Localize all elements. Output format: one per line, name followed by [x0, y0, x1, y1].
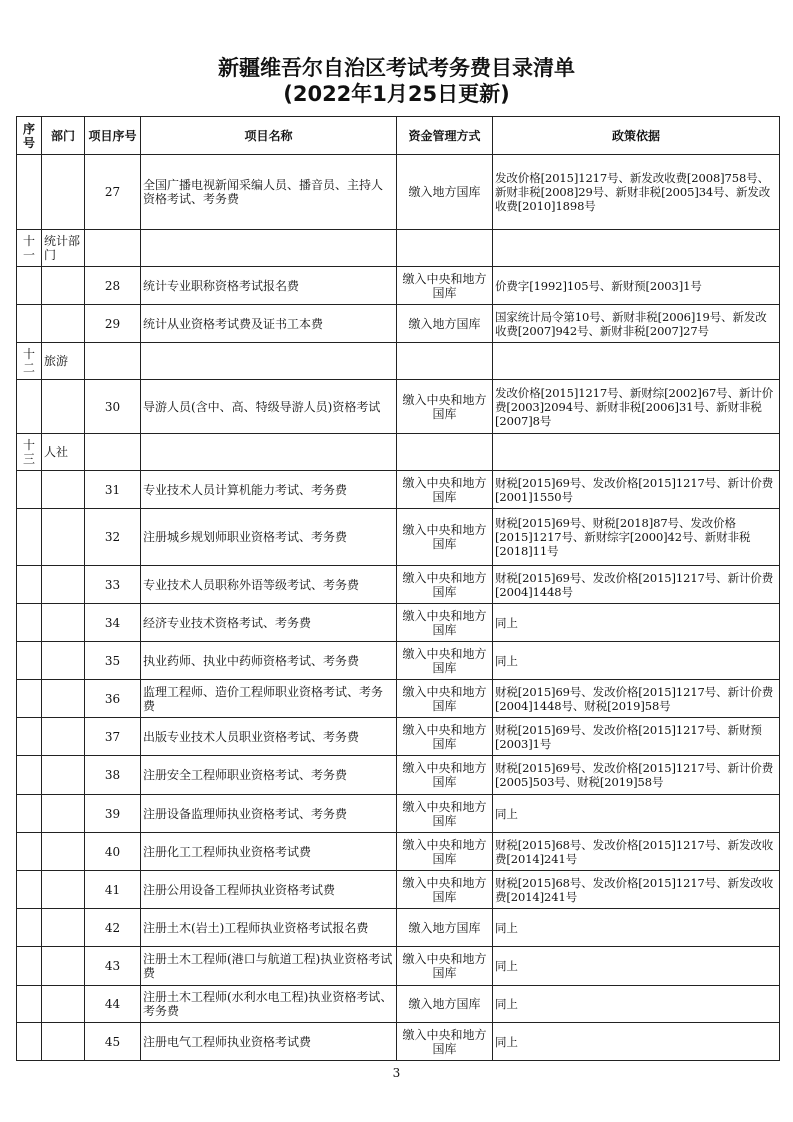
- item-number: 44: [85, 986, 141, 1023]
- header-item-name: 项目名称: [141, 117, 397, 155]
- department-name: [42, 509, 85, 566]
- item-number: 27: [85, 155, 141, 230]
- item-number: 40: [85, 833, 141, 871]
- header-index: 序号: [17, 117, 42, 155]
- item-number: 45: [85, 1023, 141, 1061]
- fund-management: 缴入中央和地方国库: [397, 642, 493, 680]
- table-row: [17, 305, 780, 343]
- item-name: 注册设备监理师执业资格考试、考务费: [141, 795, 397, 833]
- item-number: 34: [85, 604, 141, 642]
- policy-basis: 财税[2015]68号、发改价格[2015]1217号、新发改收费[2014]241号: [493, 833, 780, 871]
- policy-basis: 同上: [493, 909, 780, 947]
- item-name: 注册土木工程师(水利水电工程)执业资格考试、考务费: [141, 986, 397, 1023]
- section-number: [17, 604, 42, 642]
- department-name: [42, 947, 85, 986]
- item-number: 36: [85, 680, 141, 718]
- fund-management: 缴入中央和地方国库: [397, 756, 493, 795]
- fund-management: 缴入中央和地方国库: [397, 509, 493, 566]
- item-number: 42: [85, 909, 141, 947]
- item-number: 29: [85, 305, 141, 343]
- item-number: 32: [85, 509, 141, 566]
- item-number: 28: [85, 267, 141, 305]
- table-row: [17, 718, 780, 756]
- item-name: 注册化工工程师执业资格考试费: [141, 833, 397, 871]
- header-department: 部门: [42, 117, 85, 155]
- department-name: [42, 680, 85, 718]
- fund-management: 缴入中央和地方国库: [397, 795, 493, 833]
- section-number: [17, 471, 42, 509]
- table-row: [17, 509, 780, 566]
- department-name: [42, 871, 85, 909]
- section-number: [17, 986, 42, 1023]
- section-number: [17, 1023, 42, 1061]
- section-number: [17, 795, 42, 833]
- policy-basis: 同上: [493, 947, 780, 986]
- item-number: 39: [85, 795, 141, 833]
- department-name: [42, 566, 85, 604]
- table-row: [17, 566, 780, 604]
- policy-basis: 同上: [493, 604, 780, 642]
- item-name: 注册电气工程师执业资格考试费: [141, 1023, 397, 1061]
- policy-basis: 财税[2015]69号、发改价格[2015]1217号、新财预[2003]1号: [493, 718, 780, 756]
- table-body: [17, 155, 780, 1061]
- item-number: 41: [85, 871, 141, 909]
- item-name: 监理工程师、造价工程师职业资格考试、考务费: [141, 680, 397, 718]
- item-name: 全国广播电视新闻采编人员、播音员、主持人资格考试、考务费: [141, 155, 397, 230]
- section-number: [17, 718, 42, 756]
- fund-management: 缴入中央和地方国库: [397, 1023, 493, 1061]
- empty-cell: [493, 343, 780, 380]
- section-number: [17, 909, 42, 947]
- table-row: [17, 642, 780, 680]
- fund-management: 缴入地方国库: [397, 305, 493, 343]
- fund-management: 缴入中央和地方国库: [397, 680, 493, 718]
- department-name: [42, 756, 85, 795]
- department-name: [42, 471, 85, 509]
- section-number: [17, 509, 42, 566]
- table-header-row: [17, 117, 780, 155]
- policy-basis: 财税[2015]69号、财税[2018]87号、发改价格[2015]1217号、新财综字[2000]42号、新财非税[2018]11号: [493, 509, 780, 566]
- department-name: [42, 380, 85, 434]
- department-name: [42, 833, 85, 871]
- item-name: 注册土木(岩土)工程师执业资格考试报名费: [141, 909, 397, 947]
- section-number: 十二: [17, 343, 42, 380]
- table-row: [17, 947, 780, 986]
- item-name: 统计专业职称资格考试报名费: [141, 267, 397, 305]
- policy-basis: 财税[2015]69号、发改价格[2015]1217号、新计价费[2005]503号、财税[2019]58号: [493, 756, 780, 795]
- section-number: [17, 756, 42, 795]
- table-row: [17, 1023, 780, 1061]
- policy-basis: 财税[2015]69号、发改价格[2015]1217号、新计价费[2004]1448号: [493, 566, 780, 604]
- department-name: 人社: [42, 434, 85, 471]
- item-number: 30: [85, 380, 141, 434]
- policy-basis: 价费字[1992]105号、新财预[2003]1号: [493, 267, 780, 305]
- item-name: 专业技术人员职称外语等级考试、考务费: [141, 566, 397, 604]
- page-number: 3: [392, 1066, 401, 1080]
- document-subtitle: (2022年1月25日更新): [283, 82, 510, 106]
- document-title: 新疆维吾尔自治区考试考务费目录清单: [218, 56, 575, 80]
- table-row: [17, 155, 780, 230]
- header-fund-management: 资金管理方式: [397, 117, 493, 155]
- item-name: 注册公用设备工程师执业资格考试费: [141, 871, 397, 909]
- policy-basis: 财税[2015]68号、发改价格[2015]1217号、新发改收费[2014]241号: [493, 871, 780, 909]
- table-row: [17, 795, 780, 833]
- section-number: [17, 380, 42, 434]
- fund-management: 缴入中央和地方国库: [397, 871, 493, 909]
- policy-basis: 财税[2015]69号、发改价格[2015]1217号、新计价费[2001]1550号: [493, 471, 780, 509]
- table-row: [17, 756, 780, 795]
- department-row: [17, 434, 780, 471]
- policy-basis: 国家统计局令第10号、新财非税[2006]19号、新发改收费[2007]942号、新财非税[2007]27号: [493, 305, 780, 343]
- fund-management: 缴入中央和地方国库: [397, 947, 493, 986]
- table-row: [17, 380, 780, 434]
- table-row: [17, 267, 780, 305]
- empty-cell: [85, 343, 141, 380]
- fund-management: 缴入地方国库: [397, 909, 493, 947]
- policy-basis: 发改价格[2015]1217号、新财综[2002]67号、新计价费[2003]2094号、新财非税[2006]31号、新财非税[2007]8号: [493, 380, 780, 434]
- table-row: [17, 909, 780, 947]
- department-name: [42, 795, 85, 833]
- policy-basis: 发改价格[2015]1217号、新发改收费[2008]758号、新财非税[2008]29号、新财非税[2005]34号、新发改收费[2010]1898号: [493, 155, 780, 230]
- section-number: [17, 680, 42, 718]
- item-number: 35: [85, 642, 141, 680]
- item-name: 注册安全工程师职业资格考试、考务费: [141, 756, 397, 795]
- fund-management: 缴入地方国库: [397, 986, 493, 1023]
- fund-management: 缴入中央和地方国库: [397, 380, 493, 434]
- department-name: [42, 267, 85, 305]
- item-name: 统计从业资格考试费及证书工本费: [141, 305, 397, 343]
- empty-cell: [141, 343, 397, 380]
- item-name: 导游人员(含中、高、特级导游人员)资格考试: [141, 380, 397, 434]
- empty-cell: [141, 230, 397, 267]
- section-number: 十一: [17, 230, 42, 267]
- table-row: [17, 604, 780, 642]
- header-item-number: 项目序号: [85, 117, 141, 155]
- item-name: 出版专业技术人员职业资格考试、考务费: [141, 718, 397, 756]
- fund-management: 缴入中央和地方国库: [397, 718, 493, 756]
- item-number: 33: [85, 566, 141, 604]
- department-name: 统计部门: [42, 230, 85, 267]
- section-number: [17, 267, 42, 305]
- table-row: [17, 680, 780, 718]
- section-number: [17, 155, 42, 230]
- section-number: [17, 947, 42, 986]
- table-row: [17, 833, 780, 871]
- empty-cell: [85, 434, 141, 471]
- department-name: [42, 155, 85, 230]
- fund-management: 缴入中央和地方国库: [397, 604, 493, 642]
- department-name: [42, 909, 85, 947]
- empty-cell: [85, 230, 141, 267]
- fund-management: 缴入地方国库: [397, 155, 493, 230]
- item-name: 注册城乡规划师职业资格考试、考务费: [141, 509, 397, 566]
- department-row: [17, 343, 780, 380]
- section-number: [17, 305, 42, 343]
- empty-cell: [397, 434, 493, 471]
- fund-management: 缴入中央和地方国库: [397, 471, 493, 509]
- department-name: [42, 986, 85, 1023]
- table-row: [17, 871, 780, 909]
- section-number: [17, 642, 42, 680]
- empty-cell: [493, 230, 780, 267]
- department-row: [17, 230, 780, 267]
- department-name: [42, 305, 85, 343]
- section-number: [17, 833, 42, 871]
- policy-basis: 同上: [493, 1023, 780, 1061]
- item-number: 38: [85, 756, 141, 795]
- policy-basis: 财税[2015]69号、发改价格[2015]1217号、新计价费[2004]1448号、财税[2019]58号: [493, 680, 780, 718]
- fund-management: 缴入中央和地方国库: [397, 267, 493, 305]
- department-name: [42, 1023, 85, 1061]
- policy-basis: 同上: [493, 795, 780, 833]
- empty-cell: [141, 434, 397, 471]
- item-name: 执业药师、执业中药师资格考试、考务费: [141, 642, 397, 680]
- department-name: [42, 718, 85, 756]
- fee-table: [16, 116, 780, 1061]
- section-number: [17, 566, 42, 604]
- item-name: 专业技术人员计算机能力考试、考务费: [141, 471, 397, 509]
- fund-management: 缴入中央和地方国库: [397, 833, 493, 871]
- fund-management: 缴入中央和地方国库: [397, 566, 493, 604]
- department-name: [42, 642, 85, 680]
- table-row: [17, 471, 780, 509]
- department-name: 旅游: [42, 343, 85, 380]
- department-name: [42, 604, 85, 642]
- section-number: [17, 871, 42, 909]
- item-name: 经济专业技术资格考试、考务费: [141, 604, 397, 642]
- header-policy-basis: 政策依据: [493, 117, 780, 155]
- table-row: [17, 986, 780, 1023]
- item-number: 31: [85, 471, 141, 509]
- item-number: 43: [85, 947, 141, 986]
- item-number: 37: [85, 718, 141, 756]
- policy-basis: 同上: [493, 986, 780, 1023]
- empty-cell: [493, 434, 780, 471]
- empty-cell: [397, 343, 493, 380]
- empty-cell: [397, 230, 493, 267]
- item-name: 注册土木工程师(港口与航道工程)执业资格考试费: [141, 947, 397, 986]
- policy-basis: 同上: [493, 642, 780, 680]
- section-number: 十三: [17, 434, 42, 471]
